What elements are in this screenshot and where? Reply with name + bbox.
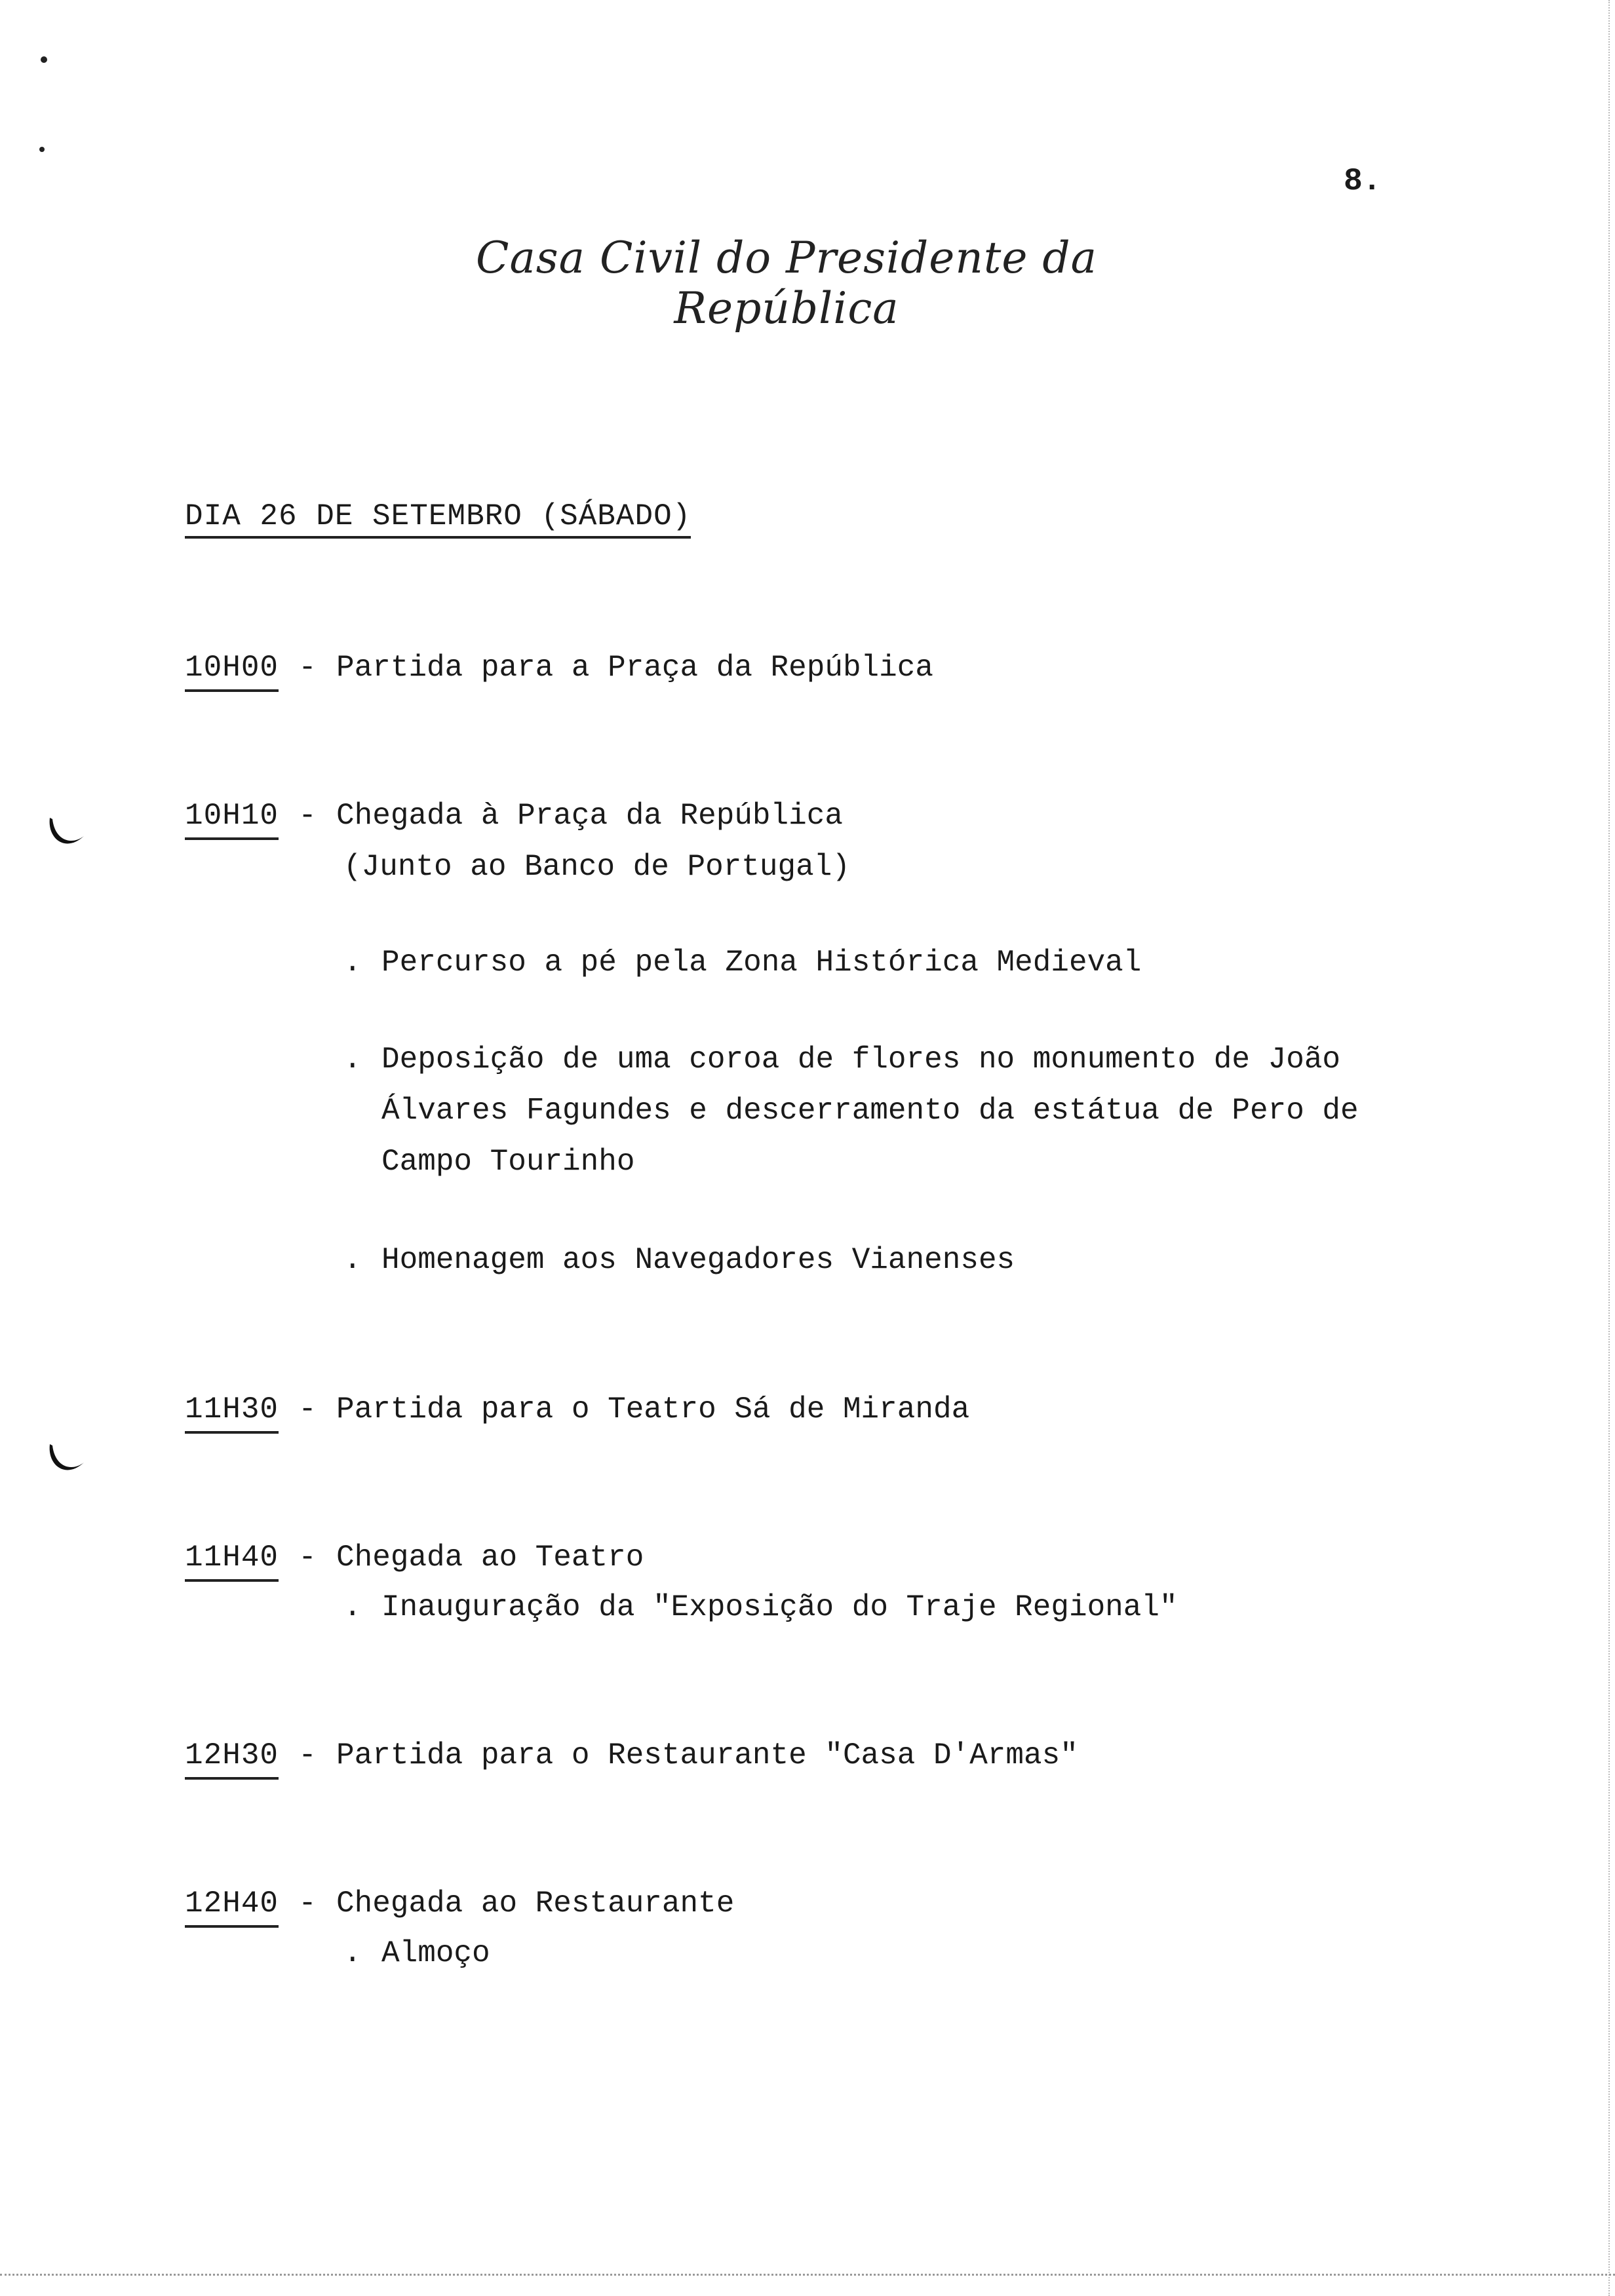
bullet-dot: .: [343, 946, 362, 980]
entry-description: Chegada ao Teatro: [336, 1540, 644, 1575]
page-number: 8.: [1344, 164, 1382, 199]
entry-note: (Junto ao Banco de Portugal): [343, 850, 850, 884]
bullet-item: [343, 937, 1484, 988]
checkmark-arc-icon: [46, 813, 87, 853]
bullet-dot: .: [343, 1043, 362, 1077]
entry-dash: -: [298, 1886, 317, 1921]
entry-description: Partida para o Restaurante "Casa D'Armas": [336, 1738, 1078, 1772]
schedule-entry: [185, 1730, 1078, 1781]
ink-speck: [39, 147, 45, 152]
entry-dash: -: [298, 1738, 317, 1772]
entry-dash: -: [298, 651, 317, 685]
schedule-entry: [185, 790, 843, 841]
entry-time: 10H00: [185, 646, 279, 692]
bullet-dot: .: [343, 1936, 362, 1970]
schedule-entry: [185, 1532, 644, 1583]
schedule-entry: [185, 1384, 969, 1435]
bullet-dot: .: [343, 1590, 362, 1624]
entry-description: Chegada à Praça da República: [336, 799, 843, 833]
entry-description: Partida para o Teatro Sá de Miranda: [336, 1392, 970, 1426]
entry-time: 11H30: [185, 1388, 279, 1434]
bullet-text-line: Campo Tourinho: [381, 1145, 635, 1179]
entry-time: 12H30: [185, 1734, 279, 1780]
ink-speck: [41, 56, 47, 63]
entry-time: 11H40: [185, 1536, 279, 1582]
entry-dash: -: [298, 799, 317, 833]
entry-time: 10H10: [185, 794, 279, 840]
bullet-item: [343, 1034, 1484, 1187]
scan-bottom-artifact: [0, 2274, 1615, 2276]
bullet-text: Inauguração da "Exposição do Traje Regional": [381, 1590, 1178, 1624]
bullet-item: [343, 1928, 1484, 1979]
entry-time: 12H40: [185, 1882, 279, 1928]
day-heading: DIA 26 DE SETEMBRO (SÁBADO): [185, 499, 691, 539]
entry-description: Chegada ao Restaurante: [336, 1886, 735, 1921]
entry-description: Partida para a Praça da República: [336, 651, 933, 685]
entry-dash: -: [298, 1540, 317, 1575]
schedule-entry: [185, 1878, 734, 1929]
schedule-entry: [185, 642, 933, 693]
bullet-item: [343, 1582, 1484, 1633]
bullet-text: Homenagem aos Navegadores Vianenses: [381, 1243, 1015, 1277]
bullet-text: Almoço: [381, 1936, 490, 1970]
scan-edge-artifact: [1605, 0, 1610, 2296]
bullet-item: [343, 1234, 1484, 1286]
checkmark-arc-icon: [46, 1439, 87, 1480]
entry-dash: -: [298, 1392, 317, 1426]
bullet-text: Percurso a pé pela Zona Histórica Medieval: [381, 946, 1142, 980]
bullet-text-line: Álvares Fagundes e descerramento da estátua de Pero de: [381, 1094, 1359, 1128]
letterhead: Casa Civil do Presidente da República: [475, 233, 1098, 334]
bullet-dot: .: [343, 1243, 362, 1277]
bullet-text-line: Deposição de uma coroa de flores no monumento de João: [381, 1043, 1341, 1077]
